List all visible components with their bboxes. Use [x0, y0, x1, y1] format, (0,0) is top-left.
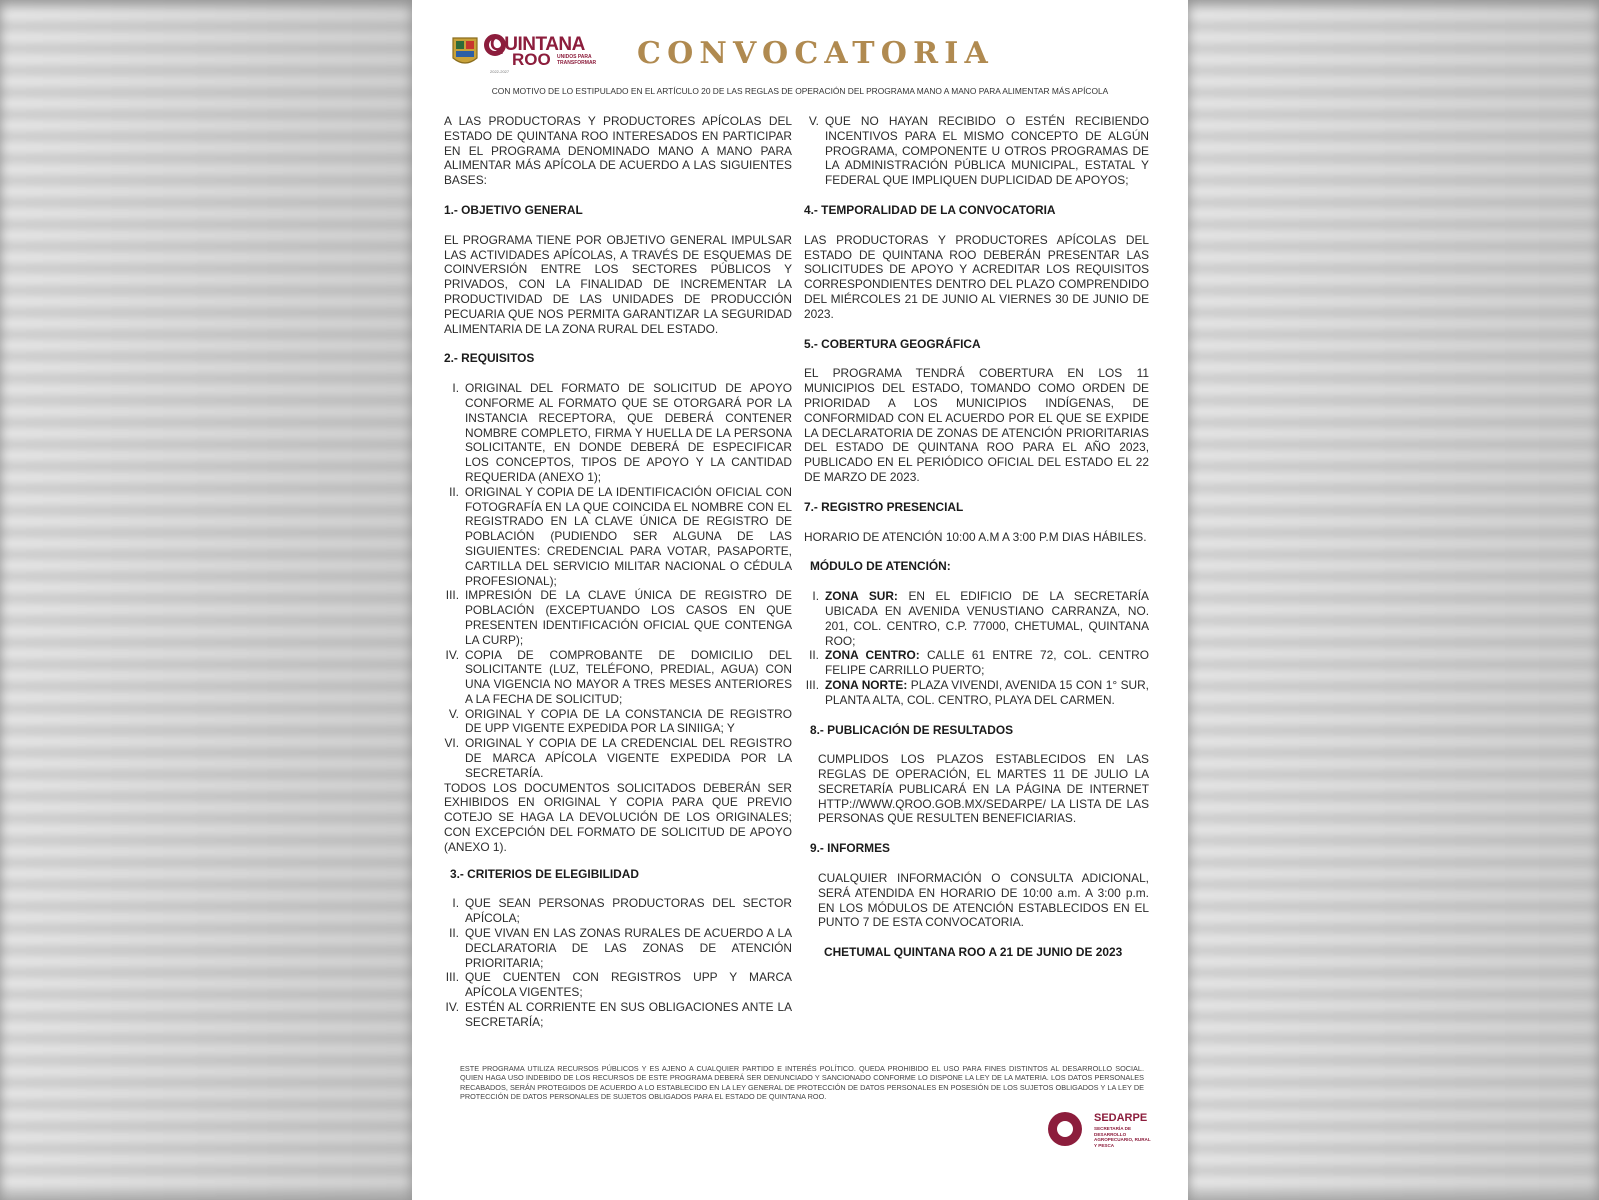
- right-column: [804, 114, 1149, 960]
- list-item: II. ORIGINAL Y COPIA DE LA IDENTIFICACIÓN OFICIAL CON FOTOGRAFÍA EN LA QUE COINCIDA EL NOMBRE CON EL REGISTRADO EN LA CLAVE ÚNICA DE REGISTRO DE POBLACIÓN (PUDIENDO SER ALGUNA DE LAS SIGUIENTES: CREDENCIAL PARA VOTAR, PASAPORTE, CARTILLA DEL SERVICIO MILITAR NACIONAL O CÉDULA PROFESIONAL);: [449, 484, 792, 588]
- document-subtitle: CON MOTIVO DE LO ESTIPULADO EN EL ARTÍCULO 20 DE LAS REGLAS DE OPERACIÓN DEL PROGRAMA MANO A MANO PARA ALIMENTAR MÁS APÍCOLA: [491, 86, 1109, 96]
- logo-line1: QUINTANA: [490, 34, 585, 55]
- legal-disclaimer: ESTE PROGRAMA UTILIZA RECURSOS PÚBLICOS Y ES AJENO A CUALQUIER PARTIDO E INTERÉS POLÍTICO. QUEDA PROHIBIDO EL USO PARA FINES DISTINTOS AL DESARROLLO SOCIAL. QUIEN HAGA USO INDEBIDO DE LOS RECURSOS DE ESTE PROGRAMA DEBERÁ SER DENUNCIADO Y SANCIONADO CONFORME LO DISPONE LA LEY DE LA MATERIA. LOS DATOS PERSONALES RECABADOS, SERÁN PROTEGIDOS DE ACUERDO A LO ESTABLECIDO EN LA LEY GENERAL DE PROTECCIÓN DE DATOS PERSONALES EN POSESIÓN DE LOS SUJETOS OBLIGADOS Y LA LEY DE PROTECCIÓN DE DATOS PERSONALES DE SUJETOS OBLIGADOS PARA EL ESTADO DE QUINTANA ROO.: [460, 1064, 1144, 1102]
- section-1-title: 1.- OBJETIVO GENERAL: [444, 202, 583, 217]
- section-7-text: HORARIO DE ATENCIÓN 10:00 A.M A 3:00 P.M DIAS HÁBILES.: [804, 529, 1147, 544]
- convocatoria-document: [412, 0, 1188, 1200]
- blurred-background-right: [1188, 0, 1599, 1200]
- section-8-title: 8.- PUBLICACIÓN DE RESULTADOS: [810, 722, 1014, 737]
- section-8-text: CUMPLIDOS LOS PLAZOS ESTABLECIDOS EN LAS REGLAS DE OPERACIÓN, EL MARTES 11 DE JULIO LA SECRETARÍA PUBLICARÁ EN LA PÁGINA DE INTERNET HTTP://WWW.QROO.GOB.MX/SEDARPE/ LA LISTA DE LAS PERSONAS QUE RESULTEN BENEFICIARIAS.: [818, 752, 1149, 826]
- list-item: I. QUE SEAN PERSONAS PRODUCTORAS DEL SECTOR APÍCOLA;: [452, 896, 792, 926]
- zones-list: [804, 589, 1149, 707]
- section-4-title: 4.- TEMPORALIDAD DE LA CONVOCATORIA: [804, 202, 1056, 217]
- section-7-title: 7.- REGISTRO PRESENCIAL: [804, 499, 964, 514]
- list-item: VI. ORIGINAL Y COPIA DE LA CREDENCIAL DEL REGISTRO DE MARCA APÍCOLA VIGENTE EXPEDIDA POR LA SECRETARÍA.: [444, 736, 792, 780]
- list-item: III. IMPRESIÓN DE LA CLAVE ÚNICA DE REGISTRO DE POBLACIÓN (EXCEPTUANDO LOS CASOS EN QUE PRESENTEN IDENTIFICACIÓN OFICIAL QUE CONTENGA LA CURP);: [445, 588, 792, 647]
- section-9-title: 9.- INFORMES: [810, 841, 890, 856]
- zone-sur-label: ZONA SUR:: [825, 589, 898, 604]
- sedarpe-logo: [1048, 1110, 1158, 1150]
- logo-tagline: UNIDOS PARA TRANSFORMAR: [557, 54, 597, 66]
- criterios-list: [444, 896, 792, 1029]
- blurred-background-left: [0, 0, 412, 1200]
- logo-years: 2022-2027: [490, 69, 510, 74]
- closing-date: CHETUMAL QUINTANA ROO A 21 DE JUNIO DE 2023: [824, 945, 1123, 960]
- list-item: I. ZONA SUR: EN EL EDIFICIO DE LA SECRETARÍA UBICADA EN AVENIDA VENUSTIANO CARRANZA, NO. 201, COL. CENTRO, C.P. 77000, CHETUMAL, QUINTANA ROO;: [812, 589, 1149, 648]
- section-5-text: EL PROGRAMA TENDRÁ COBERTURA EN LOS 11 MUNICIPIOS DEL ESTADO, TOMANDO COMO ORDEN DE PRIORIDAD A LOS MUNICIPIOS INDÍGENAS, DE CONFORMIDAD CON EL ACUERDO POR EL QUE SE EXPIDE LA DECLARATORIA DE ZONAS DE ATENCIÓN PRIORITARIAS DEL ESTADO DE QUINTANA ROO PARA EL AÑO 2023, PUBLICADO EN EL PERIÓDICO OFICIAL DEL ESTADO EL 22 DE MARZO DE 2023.: [804, 366, 1149, 484]
- modulo-title: MÓDULO DE ATENCIÓN:: [810, 559, 951, 574]
- list-item: II. ZONA CENTRO: CALLE 61 ENTRE 72, COL. CENTRO FELIPE CARRILLO PUERTO;: [809, 648, 1149, 678]
- section-9-text: CUALQUIER INFORMACIÓN O CONSULTA ADICIONAL, SERÁ ATENDIDA EN HORARIO DE 10:00 a.m. A 3:00 p.m. EN LOS MÓDULOS DE ATENCIÓN ESTABLECIDOS EN EL PUNTO 7 DE ESTA CONVOCATORIA.: [818, 871, 1149, 930]
- section-1-text: EL PROGRAMA TIENE POR OBJETIVO GENERAL IMPULSAR LAS ACTIVIDADES APÍCOLAS, A TRAVÉS DE ESQUEMAS DE COINVERSIÓN ENTRE LOS SECTORES PÚBLICOS Y PRIVADOS, CON LA FINALIDAD DE INCREMENTAR LA PRODUCTIVIDAD DE LAS UNIDADES DE PRODUCCIÓN PECUARIA QUE NOS PERMITA GARANTIZAR LA SEGURIDAD ALIMENTARIA DE LA ZONA RURAL DEL ESTADO.: [444, 232, 792, 336]
- list-item: I. ORIGINAL DEL FORMATO DE SOLICITUD DE APOYO CONFORME AL FORMATO QUE SE OTORGARÁ POR LA INSTANCIA RECEPTORA, QUE DEBERÁ CONTENER NOMBRE COMPLETO, FIRMA Y HUELLA DE LA PERSONA SOLICITANTE, EN DONDE DEBERÁ DE ESPECIFICAR LOS CONCEPTOS, TIPOS DE APOYO Y LA CANTIDAD REQUERIDA (ANEXO 1);: [452, 381, 792, 484]
- section-3-title: 3.- CRITERIOS DE ELEGIBILIDAD: [450, 866, 639, 881]
- agency-subtitle: SECRETARÍA DE DESARROLLO AGROPECUARIO, RURAL Y PESCA: [1094, 1126, 1151, 1148]
- zone-norte-label: ZONA NORTE:: [825, 677, 908, 692]
- list-item: III. QUE CUENTEN CON REGISTROS UPP Y MARCA APÍCOLA VIGENTES;: [445, 970, 792, 1000]
- quintana-roo-logo: [452, 34, 602, 74]
- requisitos-list: [444, 381, 792, 781]
- list-item: II. QUE VIVAN EN LAS ZONAS RURALES DE ACUERDO A LA DECLARATORIA DE LAS ZONAS DE ATENCIÓN PRIORITARIA;: [449, 926, 792, 970]
- list-item: III. ZONA NORTE: PLAZA VIVENDI, AVENIDA 15 CON 1° SUR, PLANTA ALTA, COL. CENTRO, PLAYA DEL CARMEN.: [805, 677, 1149, 707]
- list-item: IV. COPIA DE COMPROBANTE DE DOMICILIO DEL SOLICITANTE (LUZ, TELÉFONO, PREDIAL, AGUA) CON UNA VIGENCIA NO MAYOR A TRES MESES ANTERIORES A LA FECHA DE SOLICITUD;: [445, 647, 792, 706]
- section-2-note: TODOS LOS DOCUMENTOS SOLICITADOS DEBERÁN SER EXHIBIDOS EN ORIGINAL Y COPIA PARA QUE PREVIO COTEJO SE HAGA LA DEVOLUCIÓN DE LOS ORIGINALES; CON EXCEPCIÓN DEL FORMATO DE SOLICITUD DE APOYO (ANEXO 1).: [444, 780, 792, 854]
- sedarpe-q-icon: [1048, 1112, 1082, 1146]
- list-item: V. ORIGINAL Y COPIA DE LA CONSTANCIA DE REGISTRO DE UPP VIGENTE EXPEDIDA POR LA SINIIGA; Y: [448, 706, 792, 736]
- criterios-list-continued: [804, 114, 1149, 188]
- section-2-title: 2.- REQUISITOS: [444, 351, 535, 366]
- state-shield-icon: [452, 36, 478, 68]
- document-title: CONVOCATORIA: [637, 36, 994, 71]
- logo-line2: ROO: [512, 50, 551, 69]
- list-item: V. QUE NO HAYAN RECIBIDO O ESTÉN RECIBIENDO INCENTIVOS PARA EL MISMO CONCEPTO DE ALGÚN PROGRAMA, COMPONENTE U OTROS PROGRAMAS DE LA ADMINISTRACIÓN PÚBLICA MUNICIPAL, ESTATAL Y FEDERAL QUE IMPLIQUEN DUPLICIDAD DE APOYOS;: [808, 114, 1149, 188]
- section-5-title: 5.- COBERTURA GEOGRÁFICA: [804, 336, 981, 351]
- agency-name: SEDARPE: [1094, 1112, 1148, 1124]
- left-column: [444, 114, 792, 1030]
- list-item: IV. ESTÉN AL CORRIENTE EN SUS OBLIGACIONES ANTE LA SECRETARÍA;: [445, 1000, 792, 1029]
- section-4-text: LAS PRODUCTORAS Y PRODUCTORES APÍCOLAS DEL ESTADO DE QUINTANA ROO DEBERÁN PRESENTAR LAS SOLICITUDES DE APOYO Y ACREDITAR LOS REQUISITOS CORRESPONDIENTES DENTRO DEL PLAZO COMPRENDIDO DEL MIÉRCOLES 21 DE JUNIO AL VIERNES 30 DE JUNIO DE 2023.: [804, 232, 1149, 321]
- zone-centro-label: ZONA CENTRO:: [825, 648, 920, 663]
- intro-text: A LAS PRODUCTORAS Y PRODUCTORES APÍCOLAS DEL ESTADO DE QUINTANA ROO INTERESADOS EN PARTICIPAR EN EL PROGRAMA DENOMINADO MANO A MANO PARA ALIMENTAR MÁS APÍCOLA DE ACUERDO A LAS SIGUIENTES BASES:: [444, 114, 792, 188]
